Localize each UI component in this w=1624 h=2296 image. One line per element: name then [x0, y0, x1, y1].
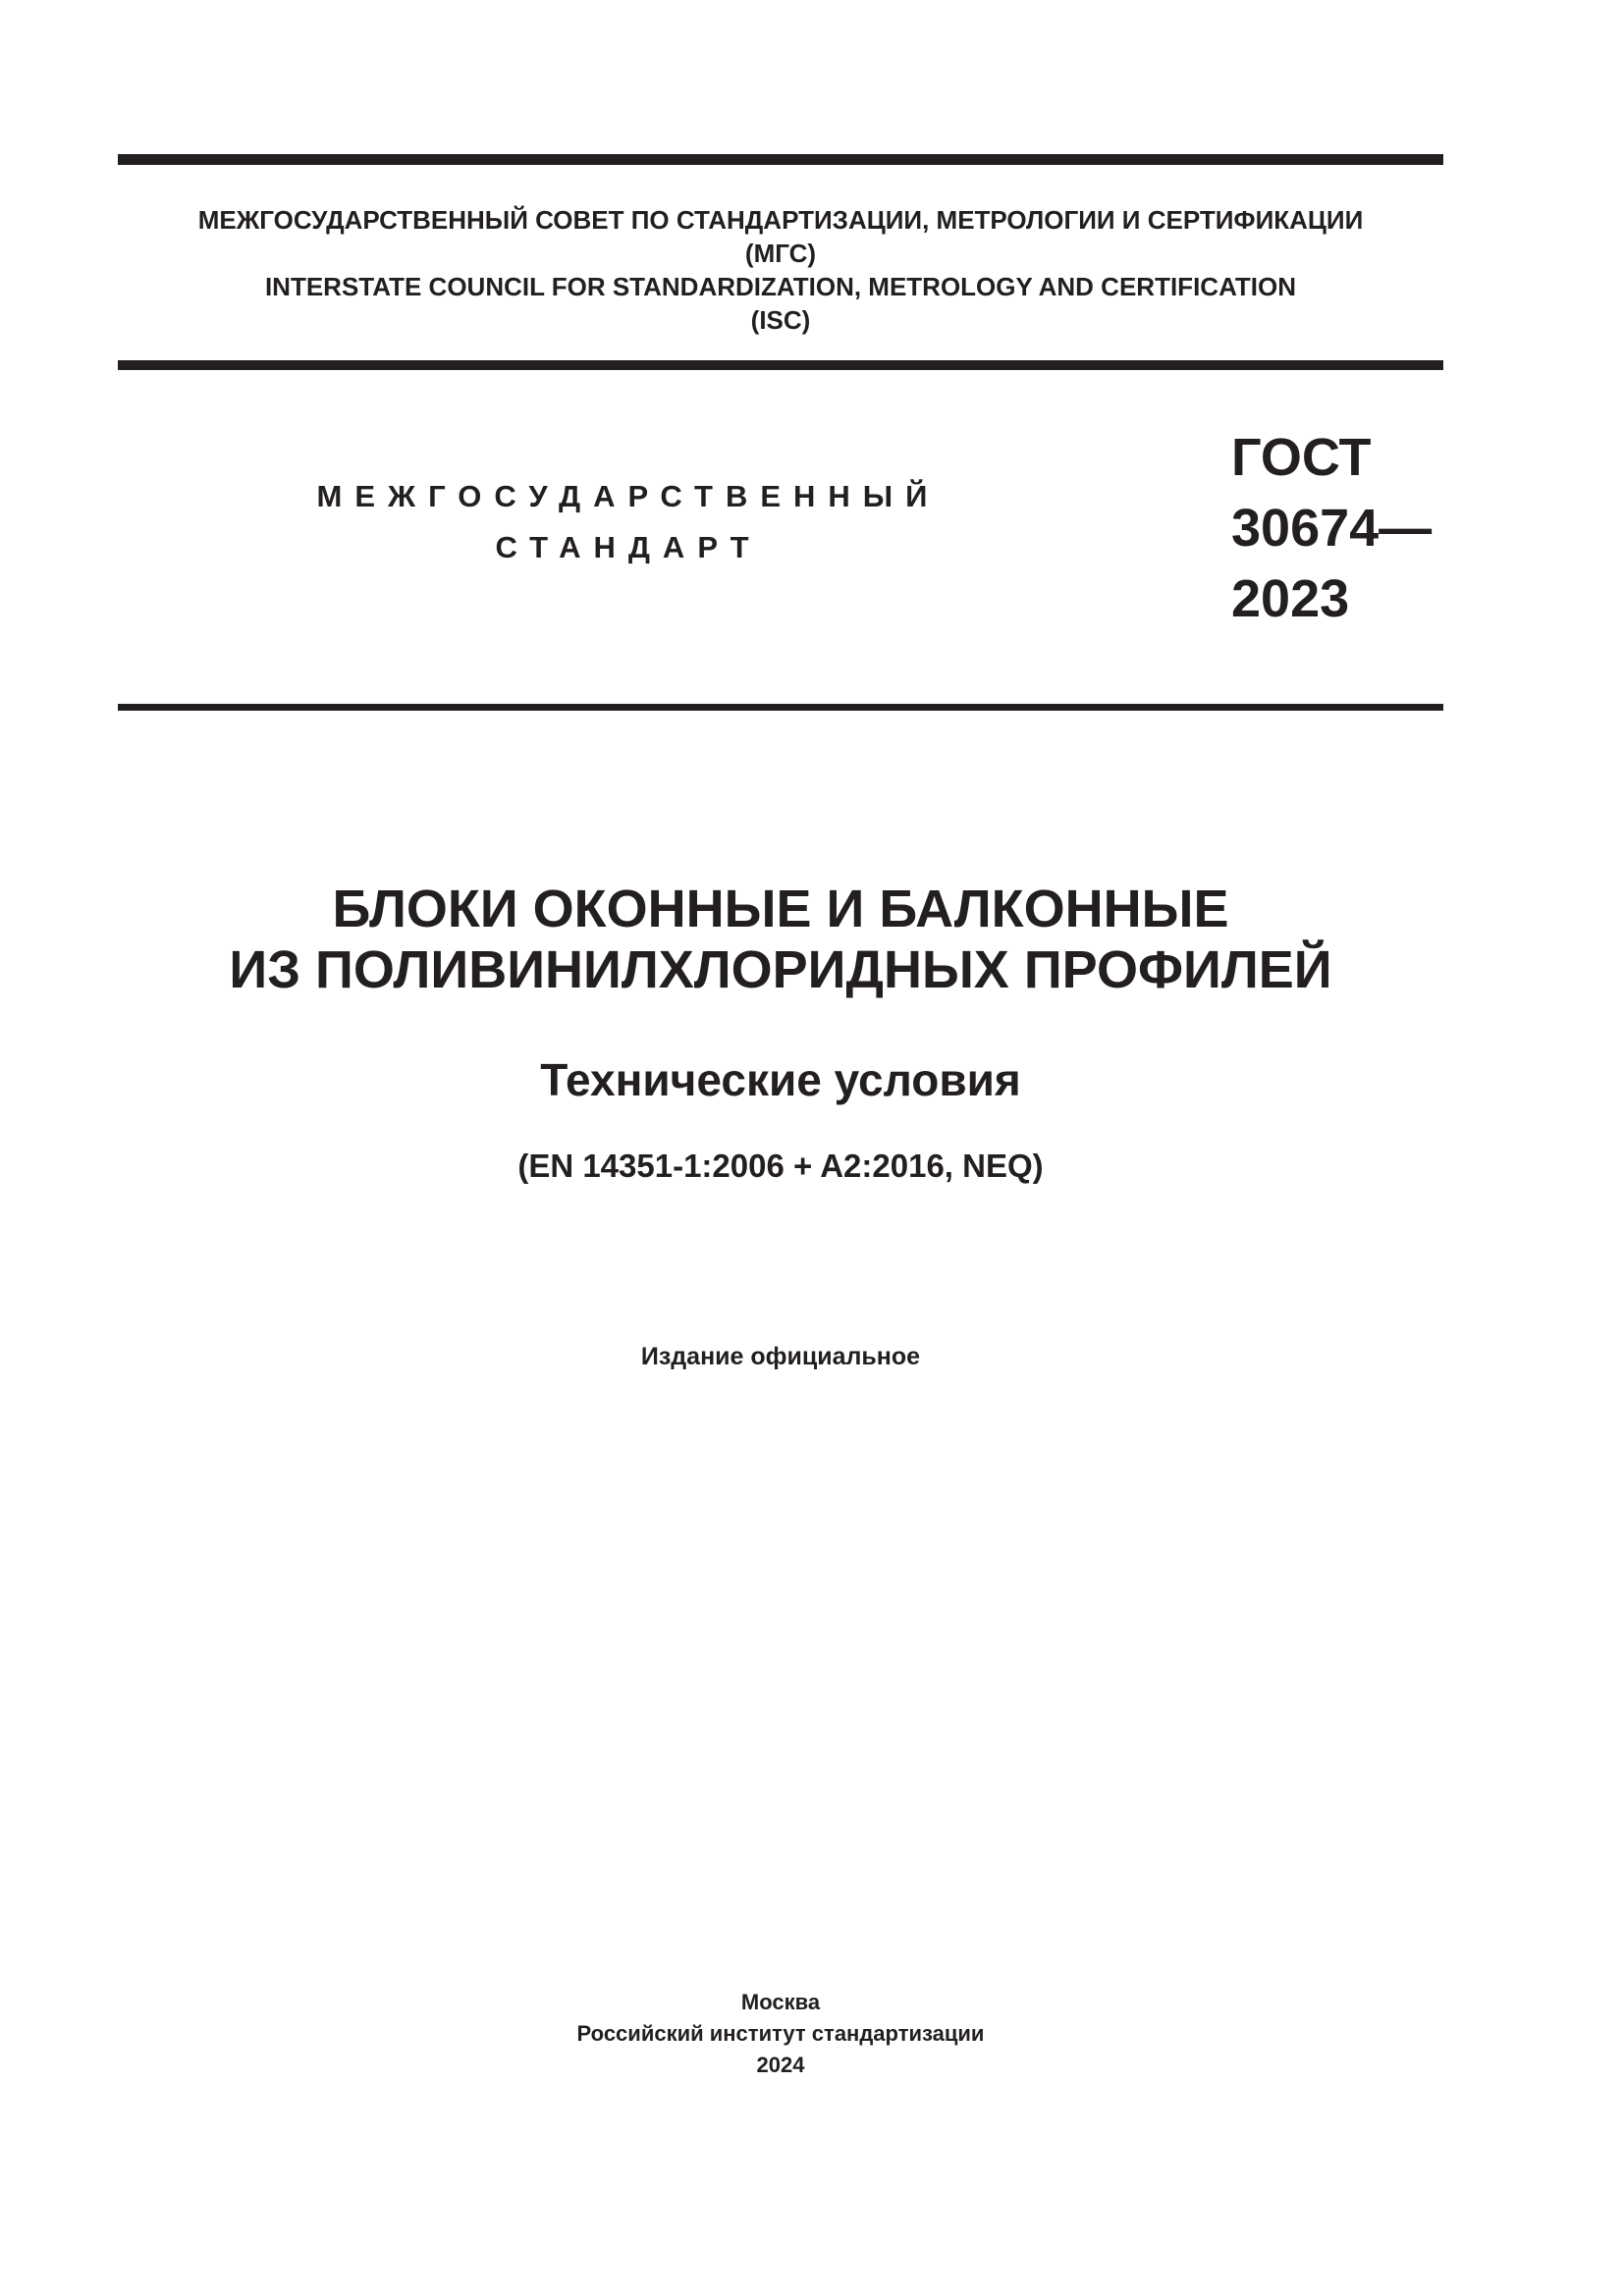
bottom-rule: [118, 704, 1443, 711]
imprint-year: 2024: [756, 2053, 805, 2077]
standard-reference: (EN 14351-1:2006 + A2:2016, NEQ): [517, 1148, 1044, 1184]
middle-rule: [118, 360, 1443, 370]
standard-type-line1: МЕЖГОСУДАРСТВЕННЫЙ: [316, 479, 941, 513]
council-abbr-en: (ISC): [750, 305, 811, 335]
imprint-city: Москва: [740, 1990, 821, 2014]
imprint: [118, 1987, 1443, 2081]
imprint-publisher: Российский институт стандартизации: [576, 2021, 985, 2046]
gost-designation: [1231, 422, 1432, 634]
edition-note: Издание официальное: [640, 1343, 921, 1370]
council-header: [118, 203, 1443, 337]
document-subtitle: Технические условия: [540, 1054, 1021, 1105]
title-line1: БЛОКИ ОКОННЫЕ И БАЛКОННЫЕ: [332, 880, 1229, 938]
council-name-ru: МЕЖГОСУДАРСТВЕННЫЙ СОВЕТ ПО СТАНДАРТИЗАЦИИ, МЕТРОЛОГИИ И СЕРТИФИКАЦИИ: [197, 205, 1364, 235]
gost-number: 30674—: [1231, 499, 1433, 558]
gost-label: ГОСТ: [1231, 428, 1372, 487]
document-title: [118, 879, 1443, 1000]
council-abbr-ru: (МГС): [744, 239, 817, 268]
council-name-en: INTERSTATE COUNCIL FOR STANDARDIZATION, METROLOGY AND CERTIFICATION: [264, 272, 1297, 301]
top-rule: [118, 154, 1443, 165]
gost-year: 2023: [1231, 569, 1350, 628]
title-line2: ИЗ ПОЛИВИНИЛХЛОРИДНЫХ ПРОФИЛЕЙ: [229, 940, 1332, 999]
standard-type: [255, 471, 1001, 573]
standard-type-line2: СТАНДАРТ: [495, 530, 762, 564]
